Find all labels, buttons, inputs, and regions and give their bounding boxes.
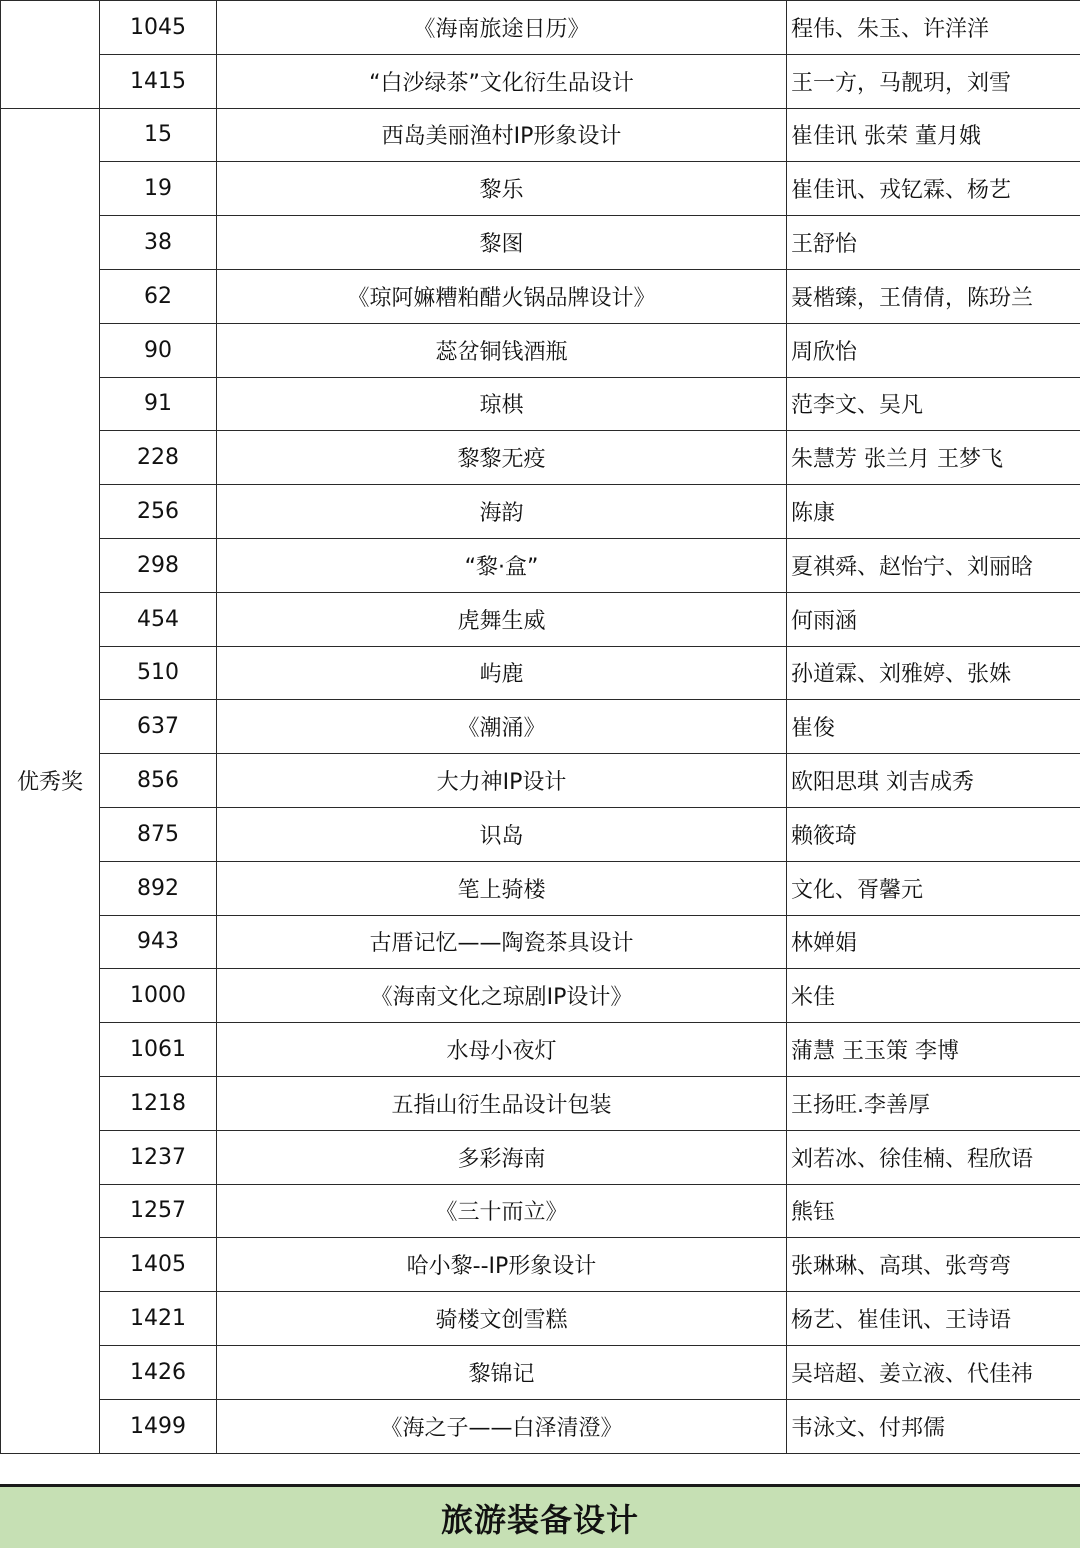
table-row [1, 1399, 1080, 1453]
entry-title: 琼棋 [217, 377, 787, 431]
entry-id: 1415 [100, 54, 217, 108]
entry-id: 62 [100, 269, 217, 323]
entry-id: 454 [100, 592, 217, 646]
entry-title: 虎舞生威 [217, 592, 787, 646]
entry-id: 1257 [100, 1184, 217, 1238]
entry-authors: 何雨涵 [787, 592, 1080, 646]
entry-authors: 范李文、吴凡 [787, 377, 1080, 431]
entry-title: 海韵 [217, 485, 787, 539]
entry-authors: 韦泳文、付邦儒 [787, 1399, 1080, 1453]
table-row [1, 538, 1080, 592]
entry-id: 1000 [100, 969, 217, 1023]
entry-id: 1061 [100, 1023, 217, 1077]
entry-id: 19 [100, 162, 217, 216]
entry-id: 943 [100, 915, 217, 969]
entry-authors: 欧阳思琪 刘吉成秀 [787, 754, 1080, 808]
entry-authors: 王舒怡 [787, 216, 1080, 270]
table-row [1, 861, 1080, 915]
entry-id: 256 [100, 485, 217, 539]
entry-authors: 朱慧芳 张兰月 王梦飞 [787, 431, 1080, 485]
entry-title: 西岛美丽渔村IP形象设计 [217, 108, 787, 162]
table-row [1, 216, 1080, 270]
table-row [1, 431, 1080, 485]
entry-title: 黎锦记 [217, 1345, 787, 1399]
entry-title: 黎乐 [217, 162, 787, 216]
entry-authors: 张琳琳、高琪、张弯弯 [787, 1238, 1080, 1292]
table-row [1, 323, 1080, 377]
entry-authors: 王扬旺.李善厚 [787, 1076, 1080, 1130]
entry-authors: 崔佳讯 张荣 董月娥 [787, 108, 1080, 162]
entry-title: 笔上骑楼 [217, 861, 787, 915]
section-title: 旅游装备设计 [440, 1500, 639, 1539]
entry-title: 《潮涌》 [217, 700, 787, 754]
entry-authors: 林婵娟 [787, 915, 1080, 969]
entry-authors: 米佳 [787, 969, 1080, 1023]
entry-authors: 吴培超、姜立液、代佳祎 [787, 1345, 1080, 1399]
table-row [1, 807, 1080, 861]
entry-authors: 聂楷臻，王倩倩，陈玢兰 [787, 269, 1080, 323]
entry-id: 892 [100, 861, 217, 915]
table-row [1, 1345, 1080, 1399]
entry-title: “白沙绿茶”文化衍生品设计 [217, 54, 787, 108]
table-row [1, 915, 1080, 969]
entry-id: 1218 [100, 1076, 217, 1130]
entry-id: 1421 [100, 1292, 217, 1346]
entry-title: 《三十而立》 [217, 1184, 787, 1238]
entry-title: 黎图 [217, 216, 787, 270]
entry-id: 91 [100, 377, 217, 431]
table-row [1, 1292, 1080, 1346]
table-row [1, 377, 1080, 431]
table-row [1, 162, 1080, 216]
table-row [1, 700, 1080, 754]
table-row [1, 1130, 1080, 1184]
entry-id: 875 [100, 807, 217, 861]
entry-id: 856 [100, 754, 217, 808]
table-row [1, 269, 1080, 323]
section-header [0, 1484, 1080, 1548]
entry-title: 古厝记忆——陶瓷茶具设计 [217, 915, 787, 969]
entry-title: 《海南文化之琼剧IP设计》 [217, 969, 787, 1023]
entry-id: 228 [100, 431, 217, 485]
entry-authors: 孙道霖、刘雅婷、张姝 [787, 646, 1080, 700]
entry-title: 《琼阿嫲糟粕醋火锅品牌设计》 [217, 269, 787, 323]
entry-id: 298 [100, 538, 217, 592]
table-row [1, 1076, 1080, 1130]
entry-title: 识岛 [217, 807, 787, 861]
table-row [1, 592, 1080, 646]
entry-title: 《海之子——白泽清澄》 [217, 1399, 787, 1453]
category-cell-previous [1, 1, 100, 109]
table-row [1, 969, 1080, 1023]
entry-authors: 刘若冰、徐佳楠、程欣语 [787, 1130, 1080, 1184]
table-row [1, 1023, 1080, 1077]
table-row [1, 54, 1080, 108]
entry-id: 1426 [100, 1345, 217, 1399]
entry-authors: 杨艺、崔佳讯、王诗语 [787, 1292, 1080, 1346]
entry-authors: 崔俊 [787, 700, 1080, 754]
entry-id: 510 [100, 646, 217, 700]
entry-title: 骑楼文创雪糕 [217, 1292, 787, 1346]
entry-authors: 蒲慧 王玉策 李博 [787, 1023, 1080, 1077]
table-row [1, 754, 1080, 808]
entry-authors: 程伟、朱玉、许洋洋 [787, 1, 1080, 55]
entry-title: 黎黎无疫 [217, 431, 787, 485]
entry-id: 637 [100, 700, 217, 754]
table-row [1, 1, 1080, 55]
entry-title: 水母小夜灯 [217, 1023, 787, 1077]
entry-id: 90 [100, 323, 217, 377]
award-category: 优秀奖 [1, 108, 100, 1453]
entry-title: 五指山衍生品设计包装 [217, 1076, 787, 1130]
entry-id: 1237 [100, 1130, 217, 1184]
entry-authors: 夏祺舜、赵怡宁、刘丽晗 [787, 538, 1080, 592]
table-row [1, 1238, 1080, 1292]
table-row [1, 485, 1080, 539]
entry-title: 大力神IP设计 [217, 754, 787, 808]
entry-authors: 文化、胥馨元 [787, 861, 1080, 915]
entry-id: 15 [100, 108, 217, 162]
entry-id: 1405 [100, 1238, 217, 1292]
entry-title: 屿鹿 [217, 646, 787, 700]
entry-id: 38 [100, 216, 217, 270]
entry-title: 哈小黎--IP形象设计 [217, 1238, 787, 1292]
entry-title: 多彩海南 [217, 1130, 787, 1184]
table-row [1, 108, 1080, 162]
table-row [1, 646, 1080, 700]
entry-authors: 赖筱琦 [787, 807, 1080, 861]
entry-authors: 陈康 [787, 485, 1080, 539]
entry-id: 1499 [100, 1399, 217, 1453]
entry-title: 《海南旅途日历》 [217, 1, 787, 55]
entry-authors: 周欣怡 [787, 323, 1080, 377]
table-row [1, 1184, 1080, 1238]
entry-authors: 王一方，马靓玥，刘雪 [787, 54, 1080, 108]
entry-authors: 熊钰 [787, 1184, 1080, 1238]
entry-title: “黎·盒” [217, 538, 787, 592]
entry-id: 1045 [100, 1, 217, 55]
entry-title: 蕊岔铜钱酒瓶 [217, 323, 787, 377]
awards-table-body [1, 1, 1080, 1454]
entry-authors: 崔佳讯、戎钇霖、杨艺 [787, 162, 1080, 216]
